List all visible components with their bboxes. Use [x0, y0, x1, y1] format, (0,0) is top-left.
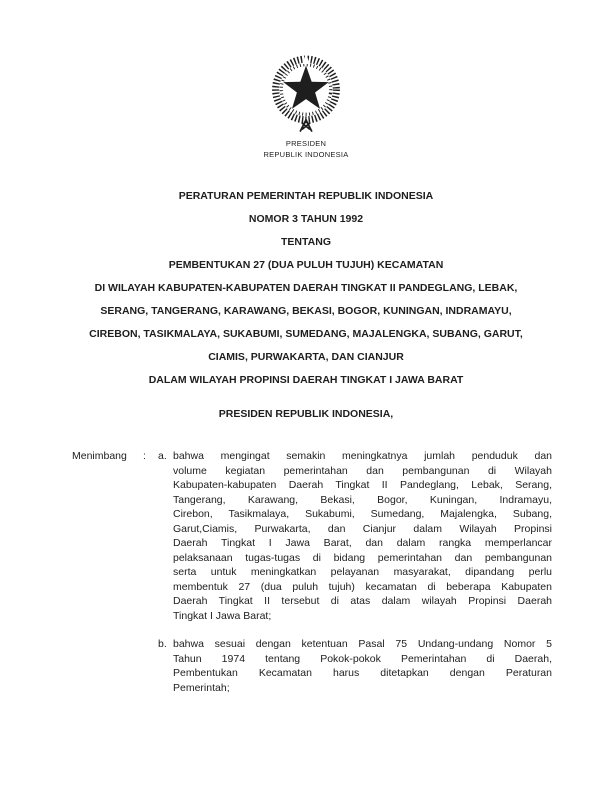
letterhead-emblem [0, 0, 612, 135]
text-line: volume kegiatan pemerintahan dan pembangunan di Wilayah [173, 464, 552, 477]
item-b-text [173, 637, 552, 695]
considering-items [158, 449, 552, 695]
text-line: membentuk 27 (dua puluh tujuh) kecamatan di beberapa Kabupaten [173, 580, 552, 593]
text-line: Daerah Tingkat II tersebut di atas dalam wilayah Propinsi Daerah [173, 595, 552, 607]
text-line: Kabupaten-kabupaten Daerah Tingkat II Pandeglang, Lebak, Serang, [173, 479, 552, 491]
text-line: Tingkat I Jawa Barat; [173, 609, 272, 622]
text-line: PERATURAN PEMERINTAH REPUBLIK INDONESIA [178, 190, 434, 202]
letterhead-line-presiden: PRESIDEN [285, 139, 327, 148]
text-line: CIREBON, TASIKMALAYA, SUKABUMI, SUMEDANG, MAJALENGKA, SUBANG, GARUT, [89, 328, 523, 340]
text-line: DALAM WILAYAH PROPINSI DAERAH TINGKAT I JAWA BARAT [148, 374, 464, 386]
text-line: Tahun 1974 tentang Pokok-pokok Pemerintahan di Daerah, [173, 652, 552, 665]
text-line: bahwa mengingat semakin meningkatnya jumlah penduduk dan [173, 450, 552, 462]
salutation: PRESIDEN REPUBLIK INDONESIA, [218, 408, 394, 420]
considering-label: Menimbang [72, 450, 127, 462]
star-wreath-emblem-icon [266, 52, 346, 135]
letterhead-line-republik: REPUBLIK INDONESIA [263, 150, 349, 159]
regulation-title [0, 185, 612, 392]
text-line: Daerah Tingkat I Jawa Barat, dan dalam rangka memperlancar [173, 537, 552, 549]
text-line: Garut,Ciamis, Purwakarta, dan Cianjur dalam Wilayah Propinsi [173, 522, 552, 535]
text-line: Tangerang, Karawang, Bekasi, Bogor, Kuningan, Indramayu, [173, 493, 552, 506]
item-b-marker: b. [158, 638, 167, 650]
text-line: Pemerintah; [173, 681, 230, 694]
text-line: DI WILAYAH KABUPATEN-KABUPATEN DAERAH TINGKAT II PANDEGLANG, LEBAK, [94, 282, 518, 294]
considering-colon: : [143, 450, 146, 462]
text-line: serta untuk meningkatkan pelayanan masyarakat, dipandang perlu [173, 566, 552, 578]
text-line: NOMOR 3 TAHUN 1992 [248, 213, 364, 225]
item-a-marker: a. [158, 450, 167, 462]
text-line: PEMBENTUKAN 27 (DUA PULUH TUJUH) KECAMATAN [168, 259, 444, 271]
text-line: bahwa sesuai dengan ketentuan Pasal 75 Undang-undang Nomor 5 [173, 638, 552, 650]
considering-item-a [158, 449, 552, 623]
text-line: pelaksanaan tugas-tugas di bidang pemerintahan dan pembangunan [173, 551, 552, 564]
letterhead [0, 138, 612, 160]
considering-section [72, 449, 552, 695]
text-line: CIAMIS, PURWAKARTA, DAN CIANJUR [208, 351, 404, 363]
text-line: Cirebon, Tasikmalaya, Sukabumi, Sumedang, Majalengka, Subang, [173, 508, 552, 520]
text-line: SERANG, TANGERANG, KARAWANG, BEKASI, BOGOR, KUNINGAN, INDRAMAYU, [100, 305, 512, 317]
text-line: Pembentukan Kecamatan harus ditetapkan dengan Peraturan [173, 667, 552, 679]
considering-item-b [158, 637, 552, 695]
item-a-text [173, 449, 552, 623]
text-line: TENTANG [281, 236, 331, 248]
